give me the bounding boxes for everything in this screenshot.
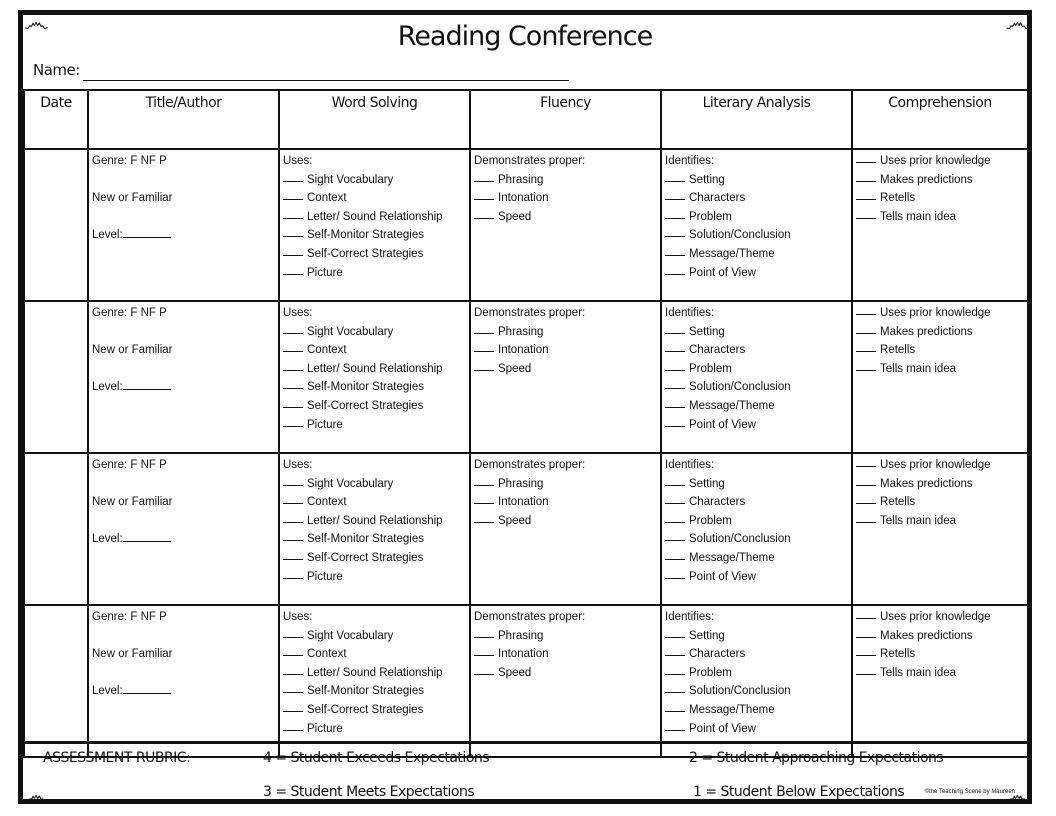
checkbox-line[interactable] <box>474 218 494 219</box>
checkbox-line[interactable] <box>856 655 876 656</box>
checkbox-line[interactable] <box>856 314 876 315</box>
checkbox-line[interactable] <box>665 674 685 675</box>
word-solving-item[interactable]: Self-Correct Strategies <box>283 245 466 264</box>
comprehension-item[interactable]: Uses prior knowledge <box>856 304 1024 323</box>
comprehension-item[interactable]: Uses prior knowledge <box>856 152 1024 171</box>
checkbox-line[interactable] <box>283 485 303 486</box>
comprehension-item[interactable]: Retells <box>856 645 1024 664</box>
word-solving-item[interactable]: Letter/ Sound Relationship <box>283 664 466 683</box>
checkbox-line[interactable] <box>856 333 876 334</box>
word-solving-item[interactable]: Sight Vocabulary <box>283 475 466 494</box>
comprehension-cell <box>852 149 1028 301</box>
literary-item[interactable]: Problem <box>665 664 848 683</box>
header-comprehension: Comprehension <box>852 90 1028 149</box>
literary-item[interactable]: Setting <box>665 171 848 190</box>
checkbox-line[interactable] <box>283 426 303 427</box>
fluency-item[interactable]: Intonation <box>474 645 657 664</box>
word-solving-item[interactable]: Picture <box>283 720 466 739</box>
checkbox-line[interactable] <box>856 503 876 504</box>
title-author-cell[interactable] <box>88 149 279 301</box>
literary-item[interactable]: Solution/Conclusion <box>665 682 848 701</box>
checkbox-line[interactable] <box>665 559 685 560</box>
word-solving-item[interactable]: Self-Monitor Strategies <box>283 226 466 245</box>
literary-item[interactable]: Setting <box>665 475 848 494</box>
literary-item[interactable]: Solution/Conclusion <box>665 226 848 245</box>
word-solving-item[interactable]: Letter/ Sound Relationship <box>283 208 466 227</box>
checkbox-line[interactable] <box>283 578 303 579</box>
title-author-cell[interactable] <box>88 453 279 605</box>
fluency-item[interactable]: Phrasing <box>474 627 657 646</box>
checkbox-line[interactable] <box>665 730 685 731</box>
comprehension-item[interactable]: Makes predictions <box>856 323 1024 342</box>
word-solving-heading: Uses: <box>283 611 313 623</box>
checkbox-line[interactable] <box>283 730 303 731</box>
checkbox-line[interactable] <box>283 388 303 389</box>
checkbox-line[interactable] <box>283 540 303 541</box>
checkbox-line[interactable] <box>283 199 303 200</box>
checkbox-line[interactable] <box>474 522 494 523</box>
fluency-cell <box>470 453 661 605</box>
literary-item[interactable]: Problem <box>665 512 848 531</box>
fluency-item[interactable]: Speed <box>474 360 657 379</box>
checkbox-line[interactable] <box>283 274 303 275</box>
worksheet-frame <box>18 10 1032 804</box>
word-solving-item[interactable]: Letter/ Sound Relationship <box>283 360 466 379</box>
swirl-icon: ෴ <box>24 781 49 811</box>
word-solving-item[interactable]: Context <box>283 493 466 512</box>
checkbox-line[interactable] <box>665 692 685 693</box>
literary-item[interactable]: Point of View <box>665 720 848 739</box>
literary-analysis-cell <box>661 605 852 757</box>
comprehension-item[interactable]: Tells main idea <box>856 664 1024 683</box>
new-familiar-choice[interactable]: New or Familiar <box>92 192 173 205</box>
rubric-label: ASSESSMENT RUBRIC: <box>43 750 191 766</box>
checkbox-line[interactable] <box>665 218 685 219</box>
fluency-item[interactable]: Intonation <box>474 493 657 512</box>
checkbox-line[interactable] <box>665 522 685 523</box>
title-author-cell[interactable] <box>88 301 279 453</box>
fluency-heading: Demonstrates proper: <box>474 459 586 471</box>
literary-item[interactable]: Solution/Conclusion <box>665 530 848 549</box>
comprehension-item[interactable]: Uses prior knowledge <box>856 456 1024 475</box>
checkbox-line[interactable] <box>283 711 303 712</box>
fluency-item[interactable]: Intonation <box>474 341 657 360</box>
checkbox-line[interactable] <box>283 503 303 504</box>
word-solving-cell <box>279 301 470 453</box>
checkbox-line[interactable] <box>665 637 685 638</box>
conference-row <box>24 301 1028 453</box>
comprehension-item[interactable]: Retells <box>856 493 1024 512</box>
level-field[interactable]: Level: <box>92 530 275 549</box>
header-literary-analysis: Literary Analysis <box>661 90 852 149</box>
checkbox-line[interactable] <box>665 274 685 275</box>
comprehension-item[interactable]: Retells <box>856 341 1024 360</box>
checkbox-line[interactable] <box>474 637 494 638</box>
rubric-2: 2 = Student Approaching Expectations <box>689 750 944 766</box>
level-field[interactable]: Level: <box>92 682 275 701</box>
literary-item[interactable]: Solution/Conclusion <box>665 378 848 397</box>
word-solving-heading: Uses: <box>283 307 313 319</box>
genre-choice[interactable]: Genre: F NF P <box>92 155 167 167</box>
word-solving-item[interactable]: Sight Vocabulary <box>283 171 466 190</box>
checkbox-line[interactable] <box>474 485 494 486</box>
genre-choice[interactable]: Genre: F NF P <box>92 307 167 319</box>
new-familiar-choice[interactable]: New or Familiar <box>92 344 173 357</box>
comprehension-cell <box>852 301 1028 453</box>
checkbox-line[interactable] <box>283 218 303 219</box>
name-field-line[interactable] <box>83 80 569 81</box>
literary-heading: Identifies: <box>665 307 715 319</box>
word-solving-item[interactable]: Sight Vocabulary <box>283 323 466 342</box>
genre-choice[interactable]: Genre: F NF P <box>92 611 167 623</box>
rubric-4: 4 = Student Exceeds Expectations <box>263 750 490 766</box>
checkbox-line[interactable] <box>856 162 876 163</box>
checkbox-line[interactable] <box>856 199 876 200</box>
literary-item[interactable]: Characters <box>665 645 848 664</box>
checkbox-line[interactable] <box>665 199 685 200</box>
literary-item[interactable]: Setting <box>665 627 848 646</box>
literary-item[interactable]: Point of View <box>665 568 848 587</box>
comprehension-item[interactable]: Tells main idea <box>856 512 1024 531</box>
checkbox-line[interactable] <box>665 333 685 334</box>
checkbox-line[interactable] <box>283 522 303 523</box>
swirl-icon: ෴ <box>1005 781 1030 811</box>
checkbox-line[interactable] <box>665 407 685 408</box>
fluency-item[interactable]: Speed <box>474 512 657 531</box>
checkbox-line[interactable] <box>474 655 494 656</box>
literary-item[interactable]: Message/Theme <box>665 549 848 568</box>
date-cell[interactable] <box>24 605 88 757</box>
conference-row <box>24 453 1028 605</box>
checkbox-line[interactable] <box>283 255 303 256</box>
rubric-3: 3 = Student Meets Expectations <box>263 784 475 800</box>
checkbox-line[interactable] <box>283 407 303 408</box>
checkbox-line[interactable] <box>665 370 685 371</box>
checkbox-line[interactable] <box>665 255 685 256</box>
page-title: Reading Conference <box>397 21 653 52</box>
checkbox-line[interactable] <box>665 503 685 504</box>
checkbox-line[interactable] <box>856 466 876 467</box>
literary-heading: Identifies: <box>665 459 715 471</box>
checkbox-line[interactable] <box>283 692 303 693</box>
fluency-heading: Demonstrates proper: <box>474 307 586 319</box>
literary-item[interactable]: Problem <box>665 360 848 379</box>
word-solving-item[interactable]: Self-Monitor Strategies <box>283 530 466 549</box>
comprehension-item[interactable]: Makes predictions <box>856 627 1024 646</box>
checkbox-line[interactable] <box>474 181 494 182</box>
fluency-heading: Demonstrates proper: <box>474 155 586 167</box>
word-solving-item[interactable]: Self-Monitor Strategies <box>283 378 466 397</box>
word-solving-cell <box>279 605 470 757</box>
header-date: Date <box>24 90 88 149</box>
checkbox-line[interactable] <box>856 218 876 219</box>
date-cell[interactable] <box>24 453 88 605</box>
comprehension-item[interactable]: Makes predictions <box>856 171 1024 190</box>
header-word-solving: Word Solving <box>279 90 470 149</box>
name-label: Name: <box>33 61 80 79</box>
checkbox-line[interactable] <box>856 637 876 638</box>
checkbox-line[interactable] <box>856 522 876 523</box>
word-solving-item[interactable]: Self-Correct Strategies <box>283 549 466 568</box>
header-title-author: Title/Author <box>88 90 279 149</box>
checkbox-line[interactable] <box>283 351 303 352</box>
checkbox-line[interactable] <box>283 559 303 560</box>
checkbox-line[interactable] <box>474 370 494 371</box>
literary-heading: Identifies: <box>665 611 715 623</box>
rubric-1: 1 = Student Below Expectations <box>693 784 905 800</box>
checkbox-line[interactable] <box>283 333 303 334</box>
word-solving-item[interactable]: Picture <box>283 416 466 435</box>
comprehension-item[interactable]: Retells <box>856 189 1024 208</box>
checkbox-line[interactable] <box>856 485 876 486</box>
literary-analysis-cell <box>661 301 852 453</box>
literary-item[interactable]: Point of View <box>665 416 848 435</box>
new-familiar-choice[interactable]: New or Familiar <box>92 648 173 661</box>
checkbox-line[interactable] <box>665 655 685 656</box>
word-solving-item[interactable]: Context <box>283 645 466 664</box>
literary-item[interactable]: Point of View <box>665 264 848 283</box>
checkbox-line[interactable] <box>856 370 876 371</box>
title-author-cell[interactable] <box>88 605 279 757</box>
checkbox-line[interactable] <box>283 655 303 656</box>
swirl-icon: ෴ <box>1005 8 1030 38</box>
checkbox-line[interactable] <box>665 181 685 182</box>
comprehension-item[interactable]: Tells main idea <box>856 208 1024 227</box>
word-solving-item[interactable]: Context <box>283 341 466 360</box>
literary-item[interactable]: Message/Theme <box>665 397 848 416</box>
word-solving-cell <box>279 453 470 605</box>
checkbox-line[interactable] <box>665 578 685 579</box>
literary-item[interactable]: Characters <box>665 189 848 208</box>
conference-row <box>24 149 1028 301</box>
literary-analysis-cell <box>661 149 852 301</box>
copyright-text: ©the Teaching Scene by Maureen <box>924 789 1015 795</box>
checkbox-line[interactable] <box>665 426 685 427</box>
comprehension-item[interactable]: Makes predictions <box>856 475 1024 494</box>
literary-item[interactable]: Characters <box>665 341 848 360</box>
word-solving-cell <box>279 149 470 301</box>
literary-item[interactable]: Problem <box>665 208 848 227</box>
fluency-item[interactable]: Speed <box>474 208 657 227</box>
fluency-item[interactable]: Speed <box>474 664 657 683</box>
checkbox-line[interactable] <box>856 674 876 675</box>
checkbox-line[interactable] <box>856 181 876 182</box>
checkbox-line[interactable] <box>856 618 876 619</box>
literary-analysis-cell <box>661 453 852 605</box>
comprehension-item[interactable]: Tells main idea <box>856 360 1024 379</box>
fluency-item[interactable]: Phrasing <box>474 171 657 190</box>
word-solving-item[interactable]: Picture <box>283 264 466 283</box>
level-field[interactable]: Level: <box>92 378 275 397</box>
fluency-cell <box>470 605 661 757</box>
literary-item[interactable]: Setting <box>665 323 848 342</box>
word-solving-item[interactable]: Self-Correct Strategies <box>283 397 466 416</box>
comprehension-cell <box>852 453 1028 605</box>
genre-choice[interactable]: Genre: F NF P <box>92 459 167 471</box>
checkbox-line[interactable] <box>474 674 494 675</box>
checkbox-line[interactable] <box>283 181 303 182</box>
checkbox-line[interactable] <box>665 236 685 237</box>
word-solving-item[interactable]: Letter/ Sound Relationship <box>283 512 466 531</box>
comprehension-cell <box>852 605 1028 757</box>
checkbox-line[interactable] <box>665 485 685 486</box>
checkbox-line[interactable] <box>474 351 494 352</box>
fluency-item[interactable]: Phrasing <box>474 323 657 342</box>
checkbox-line[interactable] <box>665 388 685 389</box>
level-field[interactable]: Level: <box>92 226 275 245</box>
fluency-heading: Demonstrates proper: <box>474 611 586 623</box>
checkbox-line[interactable] <box>665 711 685 712</box>
fluency-item[interactable]: Intonation <box>474 189 657 208</box>
checkbox-line[interactable] <box>474 503 494 504</box>
literary-item[interactable]: Characters <box>665 493 848 512</box>
checkbox-line[interactable] <box>665 351 685 352</box>
checkbox-line[interactable] <box>474 333 494 334</box>
word-solving-item[interactable]: Self-Monitor Strategies <box>283 682 466 701</box>
conference-table <box>23 89 1029 758</box>
checkbox-line[interactable] <box>665 540 685 541</box>
checkbox-line[interactable] <box>474 199 494 200</box>
assessment-rubric <box>23 741 1027 808</box>
literary-item[interactable]: Message/Theme <box>665 245 848 264</box>
swirl-icon: ෴ <box>24 8 49 38</box>
word-solving-item[interactable]: Picture <box>283 568 466 587</box>
conference-row <box>24 605 1028 757</box>
fluency-cell <box>470 149 661 301</box>
new-familiar-choice[interactable]: New or Familiar <box>92 496 173 509</box>
date-cell[interactable] <box>24 149 88 301</box>
word-solving-item[interactable]: Self-Correct Strategies <box>283 701 466 720</box>
literary-heading: Identifies: <box>665 155 715 167</box>
checkbox-line[interactable] <box>283 236 303 237</box>
comprehension-item[interactable]: Uses prior knowledge <box>856 608 1024 627</box>
checkbox-line[interactable] <box>856 351 876 352</box>
word-solving-item[interactable]: Context <box>283 189 466 208</box>
header-fluency: Fluency <box>470 90 661 149</box>
date-cell[interactable] <box>24 301 88 453</box>
header-row <box>24 90 1028 149</box>
word-solving-item[interactable]: Sight Vocabulary <box>283 627 466 646</box>
word-solving-heading: Uses: <box>283 155 313 167</box>
checkbox-line[interactable] <box>283 637 303 638</box>
literary-item[interactable]: Message/Theme <box>665 701 848 720</box>
checkbox-line[interactable] <box>283 674 303 675</box>
word-solving-heading: Uses: <box>283 459 313 471</box>
fluency-item[interactable]: Phrasing <box>474 475 657 494</box>
fluency-cell <box>470 301 661 453</box>
checkbox-line[interactable] <box>283 370 303 371</box>
